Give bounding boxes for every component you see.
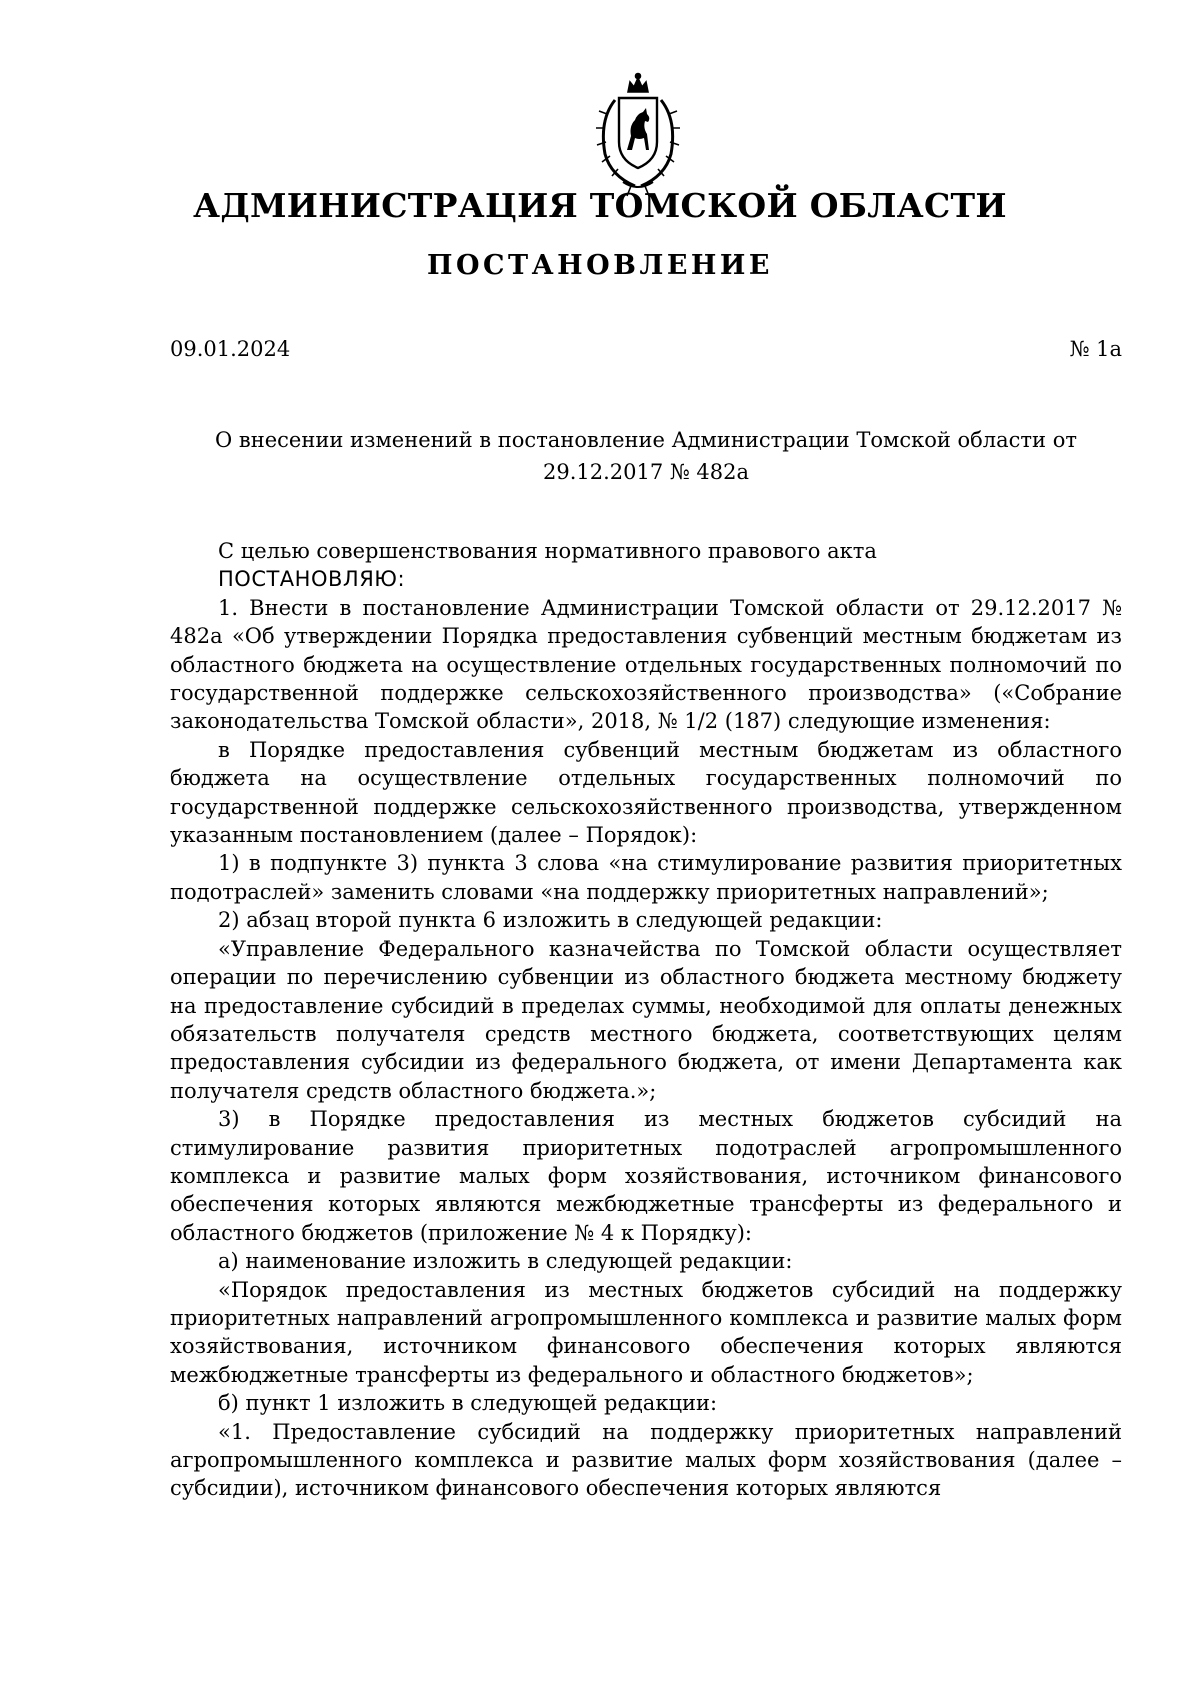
document-type: ПОСТАНОВЛЕНИЕ <box>427 250 773 281</box>
document-subject <box>170 424 1122 488</box>
body-paragraph: «Управление Федерального казначейства по Томской области осуществляет операции по перечислению субвенции из областного бюджета местному бюджету на предоставление субсидий в пределах суммы, необходимой для оплаты денежных обязательств получателя средств местного бюджета, соответствующих целям предоставления субсидии из федерального бюджета, от имени Департамента как получателя средств областного бюджета.»; <box>170 936 1122 1103</box>
body-paragraph: 1) в подпункте 3) пункта 3 слова «на стимулирование развития приоритетных подотраслей» заменить словами «на поддержку приоритетных направлений»; <box>170 851 1122 904</box>
document-date: 09.01.2024 <box>170 337 291 361</box>
document-body <box>170 537 1122 1503</box>
organization-title: АДМИНИСТРАЦИЯ ТОМСКОЙ ОБЛАСТИ <box>193 186 1007 225</box>
body-paragraph: «Порядок предоставления из местных бюджетов субсидий на поддержку приоритетных направлений агропромышленного комплекса и развитие малых форм хозяйствования, источником финансового обеспечения которых являются межбюджетные трансферты из федерального и областного бюджетов»; <box>170 1277 1122 1387</box>
body-paragraph: 1. Внести в постановление Администрации Томской области от 29.12.2017 № 482а «Об утверждении Порядка предоставления субвенций местным бюджетам из областного бюджета на осуществление отдельных государственных полномочий по государственной поддержке сельскохозяйственного производства» («Собрание законодательства Томской области», 2018, № 1/2 (187) следующие изменения: <box>170 595 1122 734</box>
decree-word: ПОСТАНОВЛЯЮ: <box>218 567 406 592</box>
document-number: № 1а <box>1069 337 1122 361</box>
body-paragraph: 2) абзац второй пункта 6 изложить в следующей редакции: <box>218 908 883 933</box>
body-paragraph: в Порядке предоставления субвенций местным бюджетам из областного бюджета на осуществление отдельных государственных полномочий по государственной поддержке сельскохозяйственного производства, утвержденном указанным постановлением (далее – Порядок): <box>170 737 1122 848</box>
body-paragraph: С целью совершенствования нормативного правового акта <box>218 539 877 563</box>
body-paragraph: 3) в Порядке предоставления из местных бюджетов субсидий на стимулирование развития приоритетных подотраслей агропромышленного комплекса и развитие малых форм хозяйствования, источником финансового обеспечения которых являются межбюджетные трансферты из федерального и областного бюджетов (приложение № 4 к Порядку): <box>170 1107 1122 1245</box>
body-paragraph: б) пункт 1 изложить в следующей редакции: <box>218 1391 718 1416</box>
subject-line-1: О внесении изменений в постановление Администрации Томской области от <box>215 428 1077 452</box>
subject-line-2: 29.12.2017 № 482а <box>542 460 750 484</box>
body-paragraph: а) наименование изложить в следующей редакции: <box>218 1249 793 1274</box>
coat-of-arms-emblem <box>585 70 691 198</box>
body-paragraph: «1. Предоставление субсидий на поддержку приоритетных направлений агропромышленного комплекса и развитие малых форм хозяйствования (далее – субсидии), источником финансового обеспечения которых являются <box>170 1419 1122 1501</box>
